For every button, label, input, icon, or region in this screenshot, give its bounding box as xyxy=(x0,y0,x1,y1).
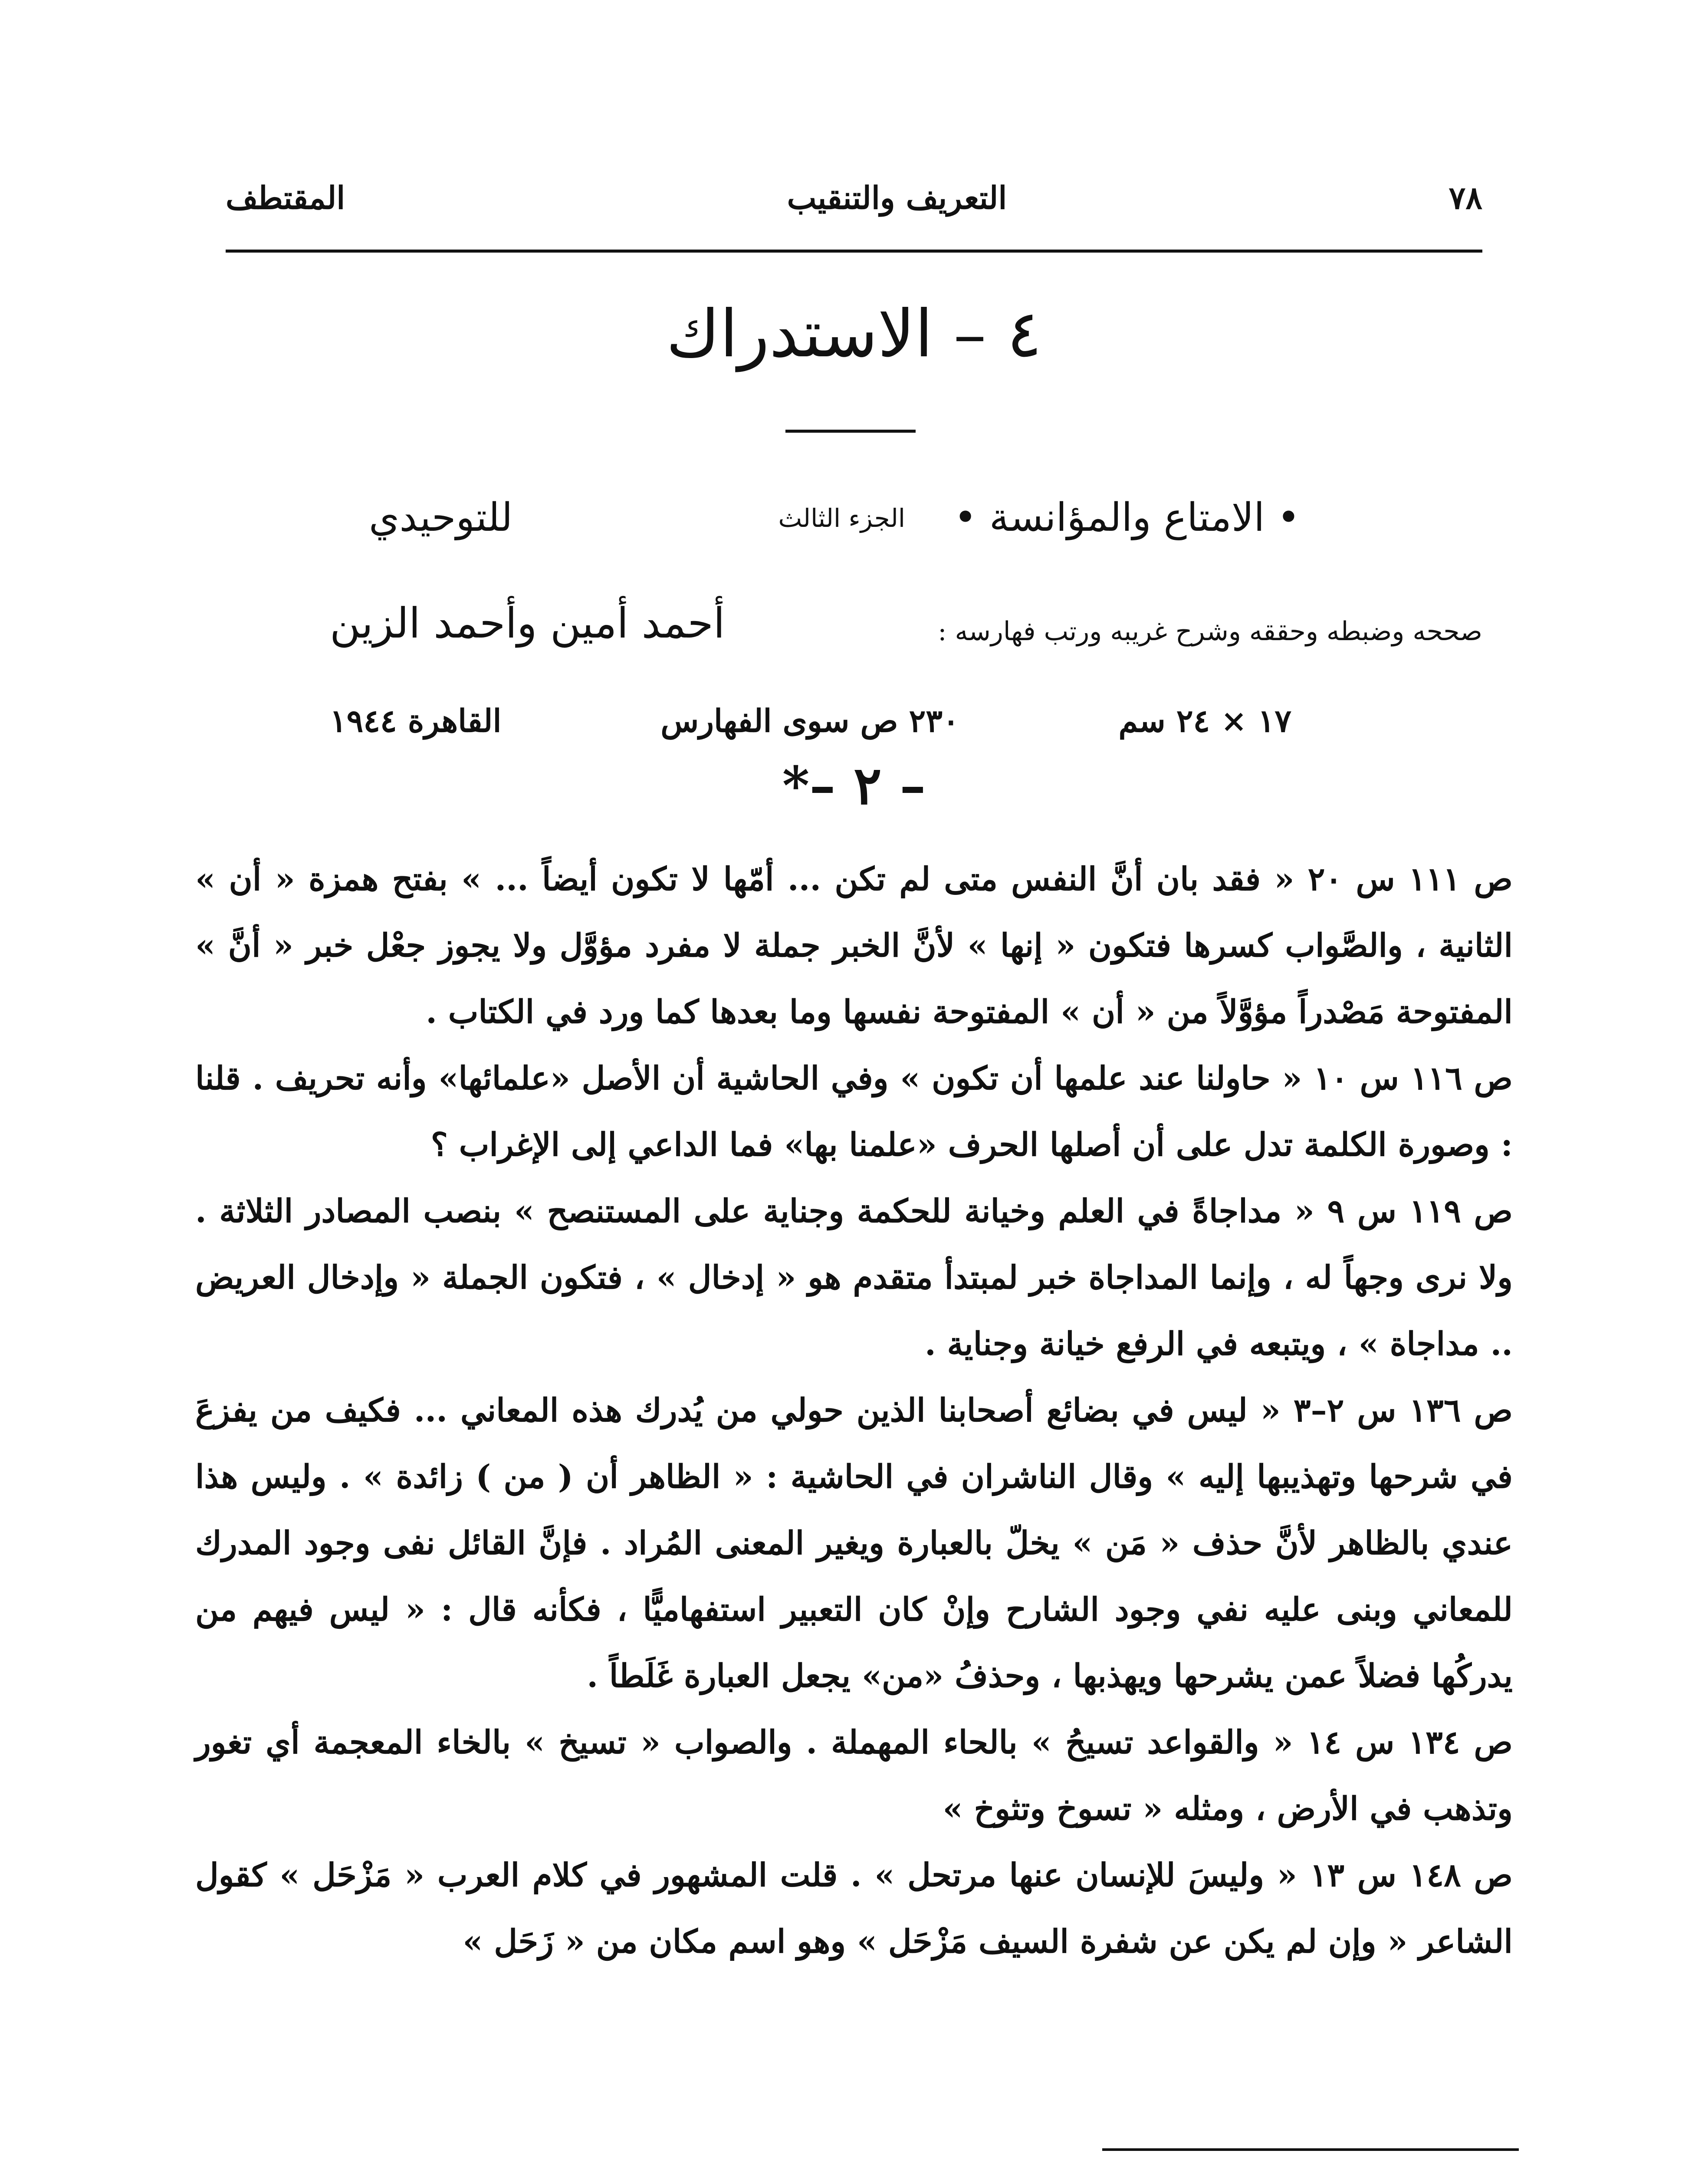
running-title: التعريف والتنقيب xyxy=(787,179,1007,216)
paragraph: ص ١١٩ س ٩ « مداجاةً في العلم وخيانة للحكمة وجناية على المستنصح » بنصب المصادر الثلاثة . ولا نرى وجهاً له ، وإنما المداجاة خبر لمبتدأ متقدم هو « إدخال » ، فتكون الجملة « وإدخال العريض .. مداجاة » ، ويتبعه في الرفع خيانة وجناية . xyxy=(195,1193,1513,1363)
section-title: ٤ – الاستدراك xyxy=(666,296,1042,372)
editors-intro: صححه وضبطه وحققه وشرح غريبه ورتب فهارسه : xyxy=(938,616,1482,647)
place-year: القاهرة ١٩٤٤ xyxy=(330,702,502,739)
part-number: – ٢ –* xyxy=(782,755,926,816)
book-volume: الجزء الثالث xyxy=(778,503,905,533)
book-details xyxy=(226,495,1482,560)
journal-name: المقتطف xyxy=(226,179,345,216)
header-rule xyxy=(226,250,1482,253)
editors-names: أحمد أمين وأحمد الزين xyxy=(330,599,725,648)
paragraph: ص ١١٦ س ١٠ « حاولنا عند علمها أن تكون » وفي الحاشية أن الأصل «علمائها» وأنه تحريف . قلنا : وصورة الكلمة تدل على أن أصلها الحرف «علمنا بها» فما الداعي إلى الإغراب ؟ xyxy=(195,1060,1513,1164)
editors-line xyxy=(304,599,1482,664)
paragraph: ص ١٣٤ س ١٤ « والقواعد تسيحُ » بالحاء المهملة . والصواب « تسيخ » بالخاء المعجمة أي تغور وتذهب في الأرض ، ومثله « تسوخ وتثوخ » xyxy=(195,1724,1513,1828)
title-divider xyxy=(785,430,916,433)
paragraph: ص ١١١ س ٢٠ « فقد بان أنَّ النفس متى لم تكن ... أمّها لا تكون أيضاً ... » بفتح همزة « أن » الثانية ، والصَّواب كسرها فتكون « إنها » لأنَّ الخبر جملة لا مفرد مؤوَّل ولا يجوز جعْل خبر « أنَّ » المفتوحة مَصْدراً مؤوَّلاً من « أن » المفتوحة نفسها وما بعدها كما ورد في الكتاب . xyxy=(195,861,1513,1031)
running-header xyxy=(226,169,1482,226)
paragraph: ص ١٤٨ س ١٣ « وليسَ للإنسان عنها مرتحل » . قلت المشهور في كلام العرب « مَزْحَل » كقول الشاعر « وإن لم يكن عن شفرة السيف مَزْحَل » وهو اسم مكان من « زَحَل » xyxy=(195,1857,1513,1960)
page-number: ٧٨ xyxy=(1449,179,1482,216)
book-author: للتوحيدي xyxy=(369,495,513,540)
footnote-rule xyxy=(1102,2148,1519,2151)
publication-info xyxy=(330,694,1291,746)
book-pages: ٢٣٠ ص سوى الفهارس xyxy=(660,702,959,739)
book-dimensions: ١٧ × ٢٤ سم xyxy=(1118,702,1291,739)
article-body xyxy=(195,846,1513,1975)
book-title: • الامتاع والمؤانسة • xyxy=(954,495,1300,540)
paragraph: ص ١٣٦ س ٢–٣ « ليس في بضائع أصحابنا الذين حولي من يُدرك هذه المعاني ... فكيف من يفزعَ في شرحها وتهذيبها إليه » وقال الناشران في الحاشية : « الظاهر أن ( من ) زائدة » . وليس هذا عندي بالظاهر لأنَّ حذف « مَن » يخلّ بالعبارة ويغير المعنى المُراد . فإنَّ القائل نفى وجود المدرك للمعاني وبنى عليه نفي وجود الشارح وإنْ كان التعبير استفهاميًّا ، فكأنه قال : « ليس فيهم من يدركُها فضلاً عمن يشرحها ويهذبها ، وحذفُ «من» يجعل العبارة غَلَطاً . xyxy=(195,1392,1513,1695)
